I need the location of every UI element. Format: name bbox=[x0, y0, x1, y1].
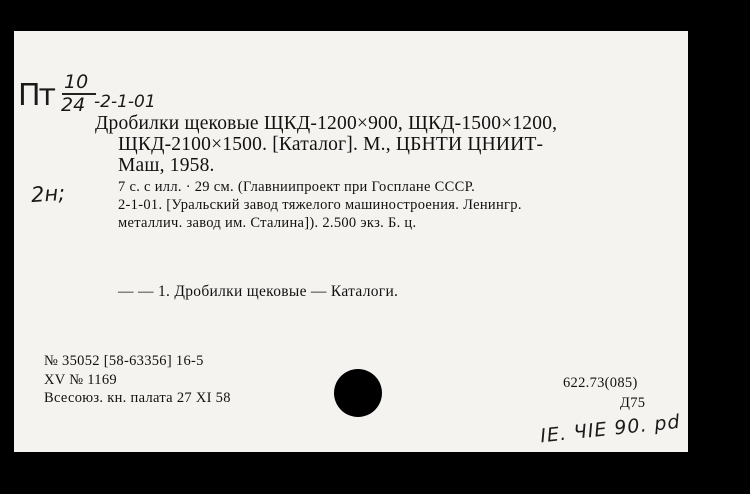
series-number: XV № 1169 bbox=[44, 372, 117, 388]
entry-line-1: Дробилки щековые ЩКД-1200×900, ЩКД-1500×1200, bbox=[95, 113, 558, 134]
description-line-2: 2-1-01. [Уральский завод тяжелого машиностроения. Ленингр. bbox=[118, 197, 522, 213]
description-line-3: металлич. завод им. Сталина]). 2.500 экз. Б. ц. bbox=[118, 215, 417, 231]
margin-note: 2н; bbox=[30, 180, 66, 208]
cutter-number: Д75 bbox=[620, 395, 646, 411]
call-suffix: -2-1-01 bbox=[94, 92, 156, 112]
punch-hole bbox=[334, 369, 382, 417]
record-number: № 35052 [58-63356] 16-5 bbox=[44, 353, 204, 369]
call-numerator: 10 bbox=[64, 71, 89, 93]
book-chamber: Всесоюз. кн. палата 27 XI 58 bbox=[44, 390, 231, 406]
entry-line-3: Маш, 1958. bbox=[118, 155, 215, 176]
inventory-mark: IE. ЧIЕ 90. pd bbox=[539, 410, 682, 448]
udc-code: 622.73(085) bbox=[563, 375, 638, 391]
subject-heading: — — 1. Дробилки щековые — Каталоги. bbox=[118, 283, 399, 300]
call-prefix: Пт bbox=[18, 78, 55, 113]
entry-line-2: ЩКД-2100×1500. [Каталог]. М., ЦБНТИ ЦНИИТ- bbox=[118, 134, 544, 155]
call-denominator: 24 bbox=[61, 94, 86, 116]
description-line-1: 7 с. с илл. · 29 см. (Главниипроект при Госплане СССР. bbox=[118, 179, 476, 195]
